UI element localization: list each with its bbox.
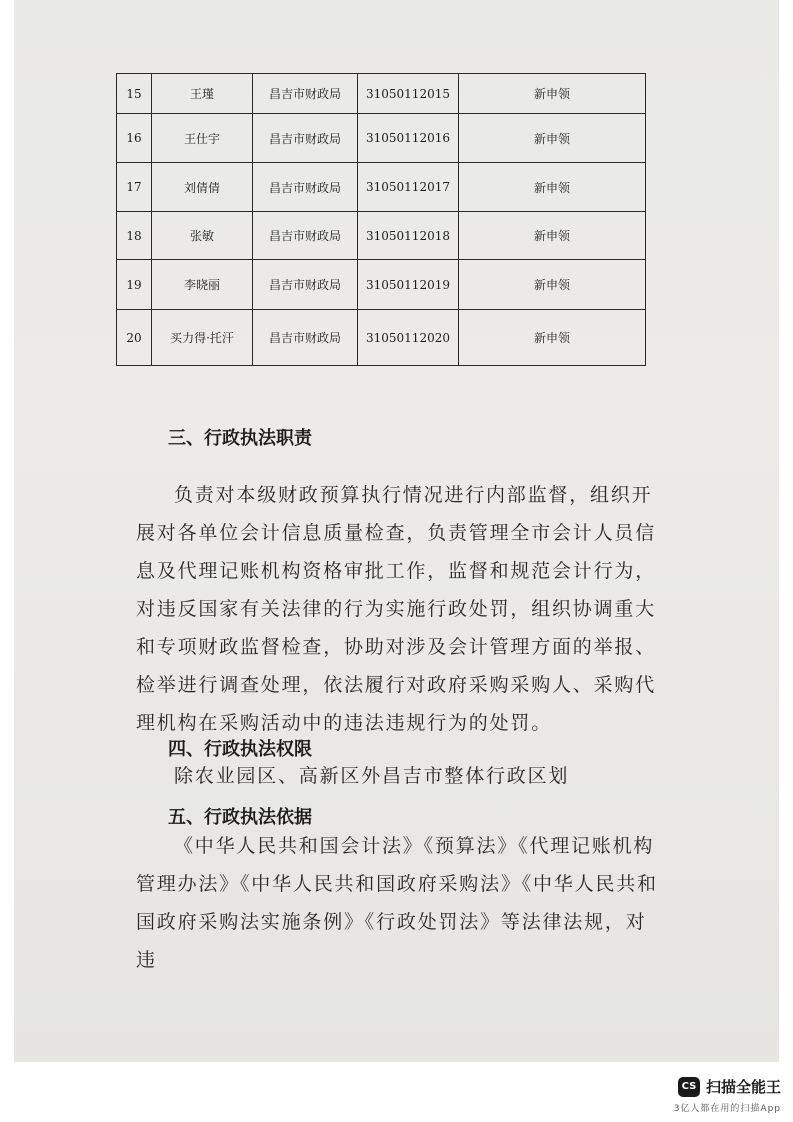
row-org: 昌吉市财政局 (253, 74, 358, 114)
row-status: 新申领 (459, 114, 646, 163)
row-name: 王瑾 (152, 74, 253, 114)
row-cert-number: 31050112015 (358, 74, 459, 114)
watermark-tagline: 3亿人都在用的扫描App (673, 1104, 781, 1114)
row-cert-number: 31050112018 (358, 212, 459, 260)
row-name: 刘倩倩 (152, 163, 253, 212)
row-org: 昌吉市财政局 (253, 212, 358, 260)
row-number: 20 (117, 310, 152, 366)
row-status: 新申领 (459, 212, 646, 260)
row-org: 昌吉市财政局 (253, 163, 358, 212)
row-number: 19 (117, 260, 152, 310)
personnel-table (116, 73, 646, 366)
table-row (117, 163, 646, 212)
row-org: 昌吉市财政局 (253, 114, 358, 163)
row-status: 新申领 (459, 163, 646, 212)
scanner-watermark (674, 1076, 781, 1114)
table-row (117, 260, 646, 310)
row-name: 张敏 (152, 212, 253, 260)
table-row (117, 74, 646, 114)
row-name: 买力得·托汗 (152, 310, 253, 366)
row-cert-number: 31050112016 (358, 114, 459, 163)
row-org: 昌吉市财政局 (253, 310, 358, 366)
row-cert-number: 31050112019 (358, 260, 459, 310)
section-4-body: 除农业园区、高新区外昌吉市整体行政区划 (174, 765, 570, 787)
row-name: 王仕宇 (152, 114, 253, 163)
section-3-title: 三、行政执法职责 (168, 428, 312, 449)
section-3-body: 负责对本级财政预算执行情况进行内部监督，组织开展对各单位会计信息质量检查，负责管理全市会计人员信息及代理记账机构资格审批工作，监督和规范会计行为，对违反国家有关法律的行为实施行政处罚，组织协调重大和专项财政监督检查，协助对涉及会计管理方面的举报、检举进行调查处理，依法履行对政府采购采购人、采购代理机构在采购活动中的违法违规行为的处罚。 (136, 484, 657, 734)
row-cert-number: 31050112017 (358, 163, 459, 212)
row-number: 16 (117, 114, 152, 163)
row-status: 新申领 (459, 310, 646, 366)
watermark-brand: 扫描全能王 (705, 1078, 781, 1096)
section-4-title: 四、行政执法权限 (168, 739, 312, 760)
camscanner-logo-icon: CS (678, 1077, 700, 1097)
table-row (117, 310, 646, 366)
row-name: 李晓丽 (152, 260, 253, 310)
table-row (117, 114, 646, 163)
row-status: 新申领 (459, 260, 646, 310)
row-number: 15 (117, 74, 152, 114)
row-org: 昌吉市财政局 (253, 260, 358, 310)
row-number: 18 (117, 212, 152, 260)
section-5-title: 五、行政执法依据 (168, 807, 312, 828)
row-number: 17 (117, 163, 152, 212)
row-cert-number: 31050112020 (358, 310, 459, 366)
row-status: 新申领 (459, 74, 646, 114)
table-row (117, 212, 646, 260)
section-5-body: 《中华人民共和国会计法》《预算法》《代理记账机构管理办法》《中华人民共和国政府采购法》《中华人民共和国政府采购法实施条例》《行政处罚法》等法律法规，对违 (136, 835, 658, 971)
